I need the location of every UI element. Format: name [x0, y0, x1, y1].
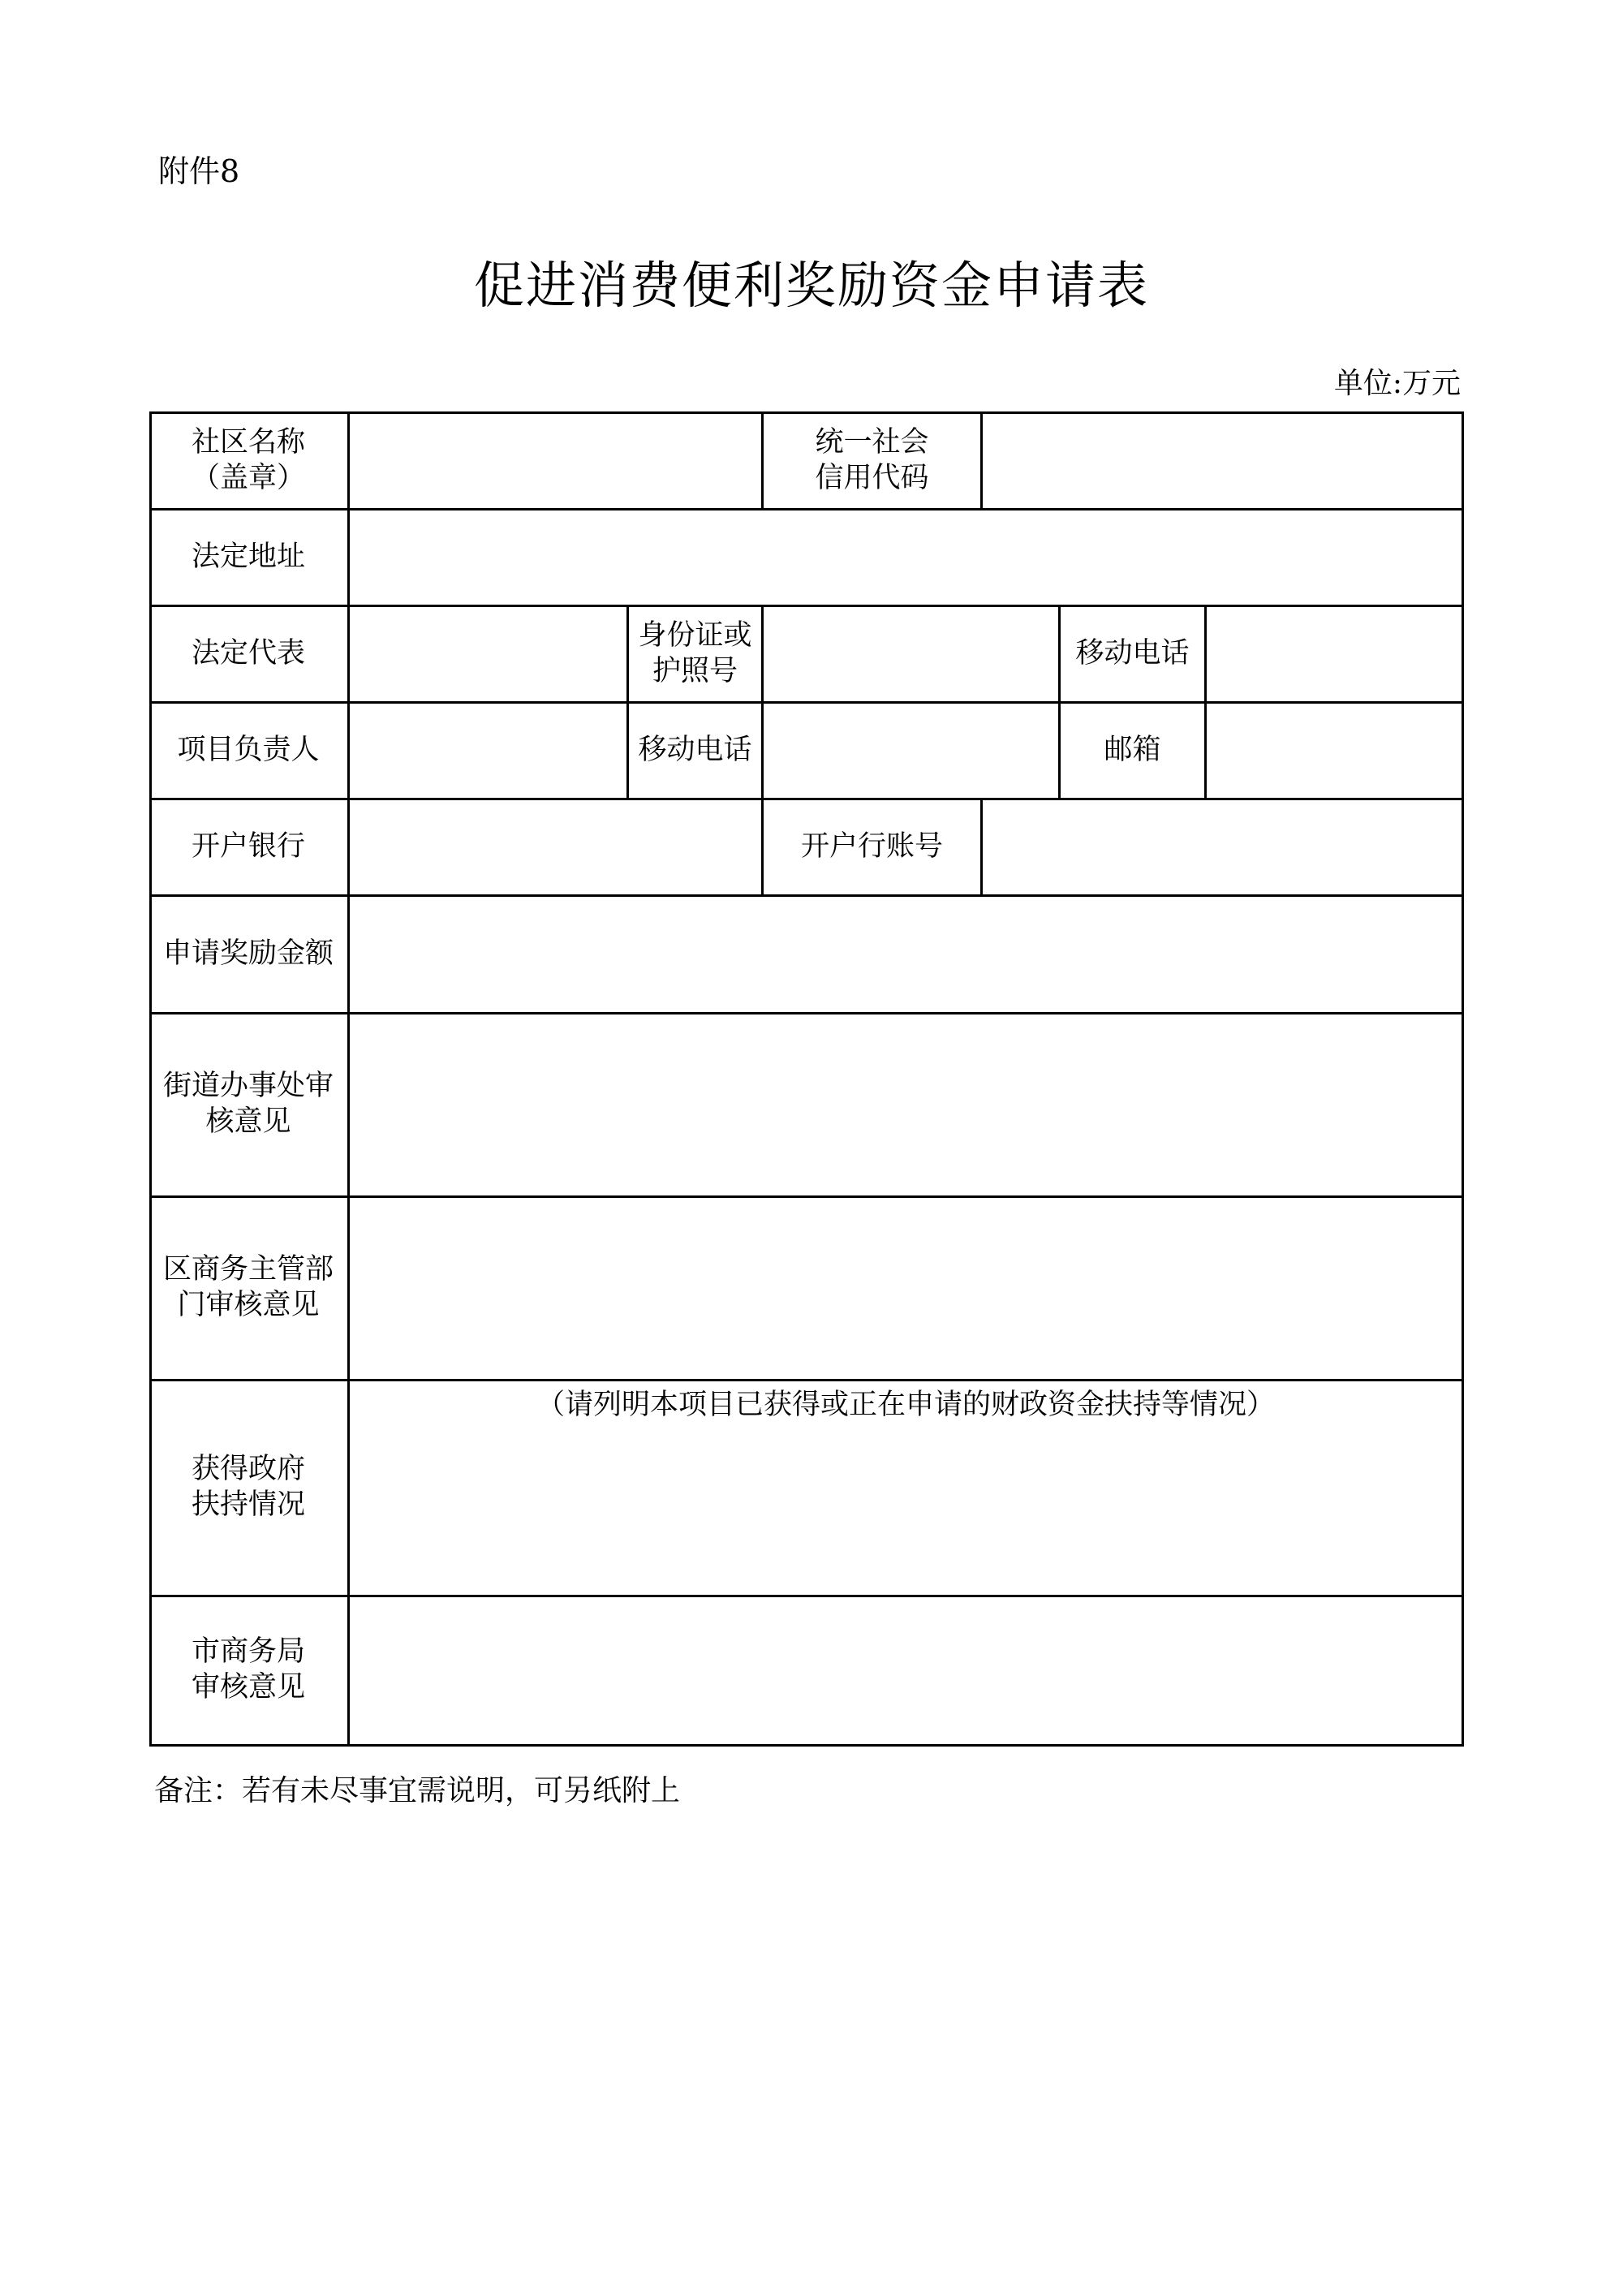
- email-label: 邮箱: [1104, 733, 1161, 766]
- page-title: 促进消费便利奖励资金申请表: [473, 256, 1149, 315]
- project-lead-mobile-label: 移动电话: [638, 733, 752, 766]
- legal-address-label: 法定地址: [191, 540, 305, 573]
- district-dept-opinion-label: 区商务主管部 门审核意见: [162, 1253, 334, 1321]
- email-field[interactable]: [1207, 701, 1462, 798]
- attachment-number: 附件8: [158, 153, 240, 189]
- project-lead-field[interactable]: [350, 701, 626, 798]
- city-bureau-opinion-label: 市商务局 审核意见: [191, 1635, 305, 1704]
- community-name-label: 社区名称 （盖章）: [191, 425, 305, 494]
- district-dept-opinion-field[interactable]: [350, 1195, 1462, 1379]
- bank-field[interactable]: [350, 798, 761, 894]
- gov-support-label: 获得政府 扶持情况: [191, 1453, 305, 1521]
- id-passport-field[interactable]: [764, 605, 1058, 701]
- bank-account-label: 开户行账号: [800, 829, 943, 863]
- legal-rep-mobile-label: 移动电话: [1075, 636, 1190, 670]
- reward-amount-field[interactable]: [350, 894, 1462, 1012]
- credit-code-label: 统一社会 信用代码: [815, 425, 929, 494]
- city-bureau-opinion-field[interactable]: [350, 1595, 1462, 1744]
- gov-support-field[interactable]: [350, 1379, 1462, 1595]
- project-lead-mobile-field[interactable]: [764, 701, 1058, 798]
- community-name-field[interactable]: [350, 411, 761, 508]
- legal-rep-label: 法定代表: [191, 636, 305, 670]
- bank-account-field[interactable]: [983, 798, 1462, 894]
- street-office-opinion-label: 街道办事处审 核意见: [162, 1070, 334, 1138]
- project-lead-label: 项目负责人: [177, 733, 320, 766]
- reward-amount-label: 申请奖励金额: [162, 937, 334, 970]
- gov-support-hint: （请列明本项目已获得或正在申请的财政资金扶持等情况）: [536, 1389, 1275, 1421]
- id-passport-label: 身份证或 护照号: [638, 618, 752, 687]
- legal-rep-field[interactable]: [350, 605, 626, 701]
- legal-address-field[interactable]: [350, 508, 1462, 605]
- legal-rep-mobile-field[interactable]: [1207, 605, 1462, 701]
- bank-label: 开户银行: [191, 829, 305, 863]
- footer-note: 备注：若有未尽事宜需说明，可另纸附上: [154, 1774, 681, 1807]
- street-office-opinion-field[interactable]: [350, 1012, 1462, 1195]
- application-form-table: [149, 411, 1464, 1747]
- unit-label: 单位:万元: [1333, 367, 1461, 400]
- credit-code-field[interactable]: [983, 411, 1462, 508]
